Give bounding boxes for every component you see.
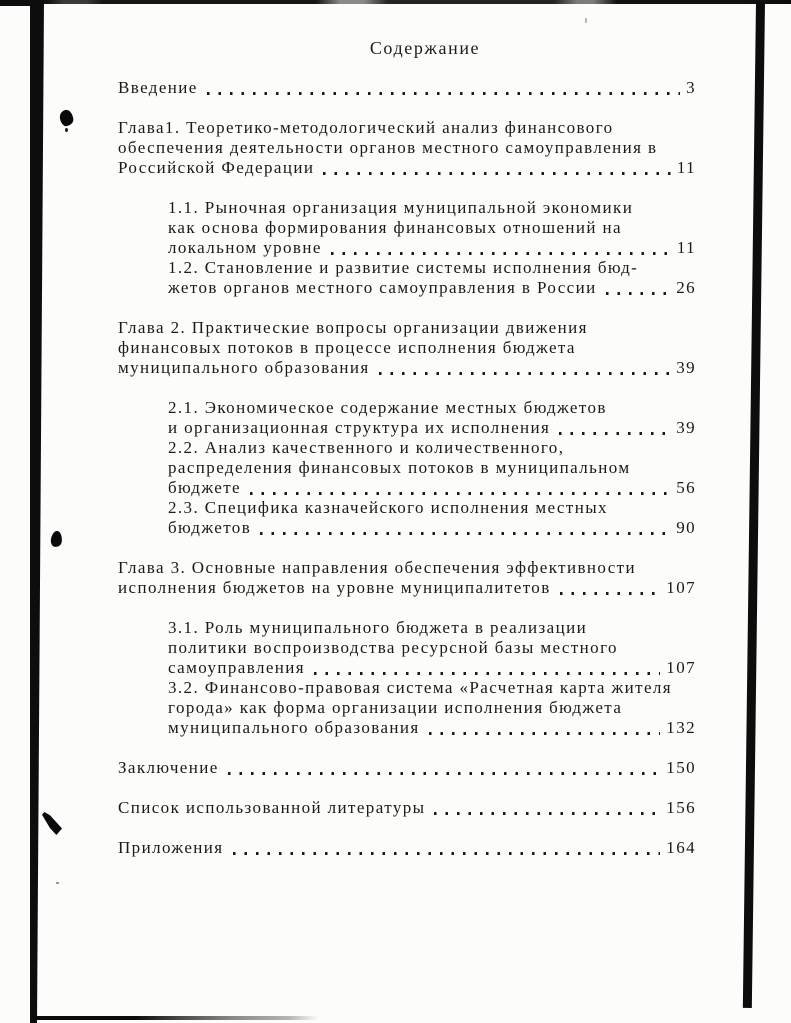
toc-entry <box>118 318 696 378</box>
dot-leader <box>233 852 661 855</box>
scan-edge-left-bar <box>30 0 44 1023</box>
scan-edge-right-bar <box>743 2 765 1008</box>
page-number: 107 <box>666 658 696 677</box>
toc-entry <box>118 798 696 818</box>
toc-line <box>168 658 696 678</box>
table-of-contents <box>118 38 696 878</box>
toc-line: распределения финансовых потоков в муниципальном <box>168 458 631 477</box>
toc-entry-label: самоуправления <box>168 658 305 677</box>
toc-line <box>118 838 696 858</box>
dot-leader <box>379 372 671 375</box>
toc-line: политики воспроизводства ресурсной базы местного <box>168 638 618 657</box>
toc-entry <box>118 258 696 298</box>
ink-stroke-icon <box>42 812 62 835</box>
scan-edge-top <box>0 0 791 4</box>
toc-entry <box>118 758 696 778</box>
dot-leader <box>434 812 660 815</box>
ink-blot-icon <box>50 530 63 547</box>
toc-group <box>118 798 696 818</box>
dot-leader <box>250 492 670 495</box>
toc-line <box>168 478 696 498</box>
dot-leader <box>207 92 680 95</box>
dot-leader <box>560 592 661 595</box>
toc-entry <box>118 438 696 498</box>
toc-group <box>118 758 696 778</box>
page-number: 56 <box>676 478 696 497</box>
toc-entry-label: исполнения бюджетов на уровне муниципалитетов <box>118 578 551 597</box>
ink-speck-icon <box>65 128 68 132</box>
page-number: 39 <box>676 358 696 377</box>
toc-line: 1.1. Рыночная организация муниципальной экономики <box>168 198 634 217</box>
toc-line <box>168 718 696 738</box>
page-number: 150 <box>666 758 696 777</box>
toc-entry-label: муниципального образования <box>168 718 420 737</box>
toc-line <box>118 758 696 778</box>
toc-line <box>118 578 696 598</box>
page-number: 90 <box>676 518 696 537</box>
toc-entry-label: муниципального образования <box>118 358 370 377</box>
page-number: 3 <box>686 78 696 97</box>
toc-line <box>118 798 696 818</box>
dot-leader <box>606 292 671 295</box>
toc-entry-label: и организационная структура их исполнения <box>168 418 551 437</box>
dot-leader <box>228 772 661 775</box>
dot-leader <box>314 672 660 675</box>
toc-entry-label: Список использованной литературы <box>118 798 426 817</box>
dot-leader <box>331 252 671 255</box>
toc-line: финансовых потоков в процессе исполнения бюджета <box>118 338 576 357</box>
toc-line: 2.3. Специфика казначейского исполнения местных <box>168 498 608 517</box>
page-number: 107 <box>666 578 696 597</box>
toc-entry <box>118 498 696 538</box>
dot-leader <box>323 172 671 175</box>
toc-entry-label: бюджете <box>168 478 241 497</box>
toc-entry-label: Заключение <box>118 758 219 777</box>
ink-blot-icon <box>58 109 74 127</box>
toc-entry-label: бюджетов <box>168 518 252 537</box>
toc-group <box>118 318 696 378</box>
toc-line <box>118 358 696 378</box>
toc-entries <box>118 78 696 858</box>
toc-entry <box>118 118 696 178</box>
toc-line <box>118 158 696 178</box>
page-number: 39 <box>676 418 696 437</box>
page-number: 156 <box>666 798 696 817</box>
dot-leader <box>559 432 670 435</box>
toc-entry-label: Введение <box>118 78 198 97</box>
toc-line: 1.2. Становление и развитие системы исполнения бюд- <box>168 258 639 277</box>
toc-line: Глава1. Теоретико-методологический анализ финансового <box>118 118 614 137</box>
toc-entry <box>118 398 696 438</box>
toc-line <box>168 518 696 538</box>
scan-speck <box>56 882 59 884</box>
toc-line <box>168 278 696 298</box>
toc-group <box>118 198 696 298</box>
toc-line: 3.1. Роль муниципального бюджета в реализации <box>168 618 588 637</box>
scan-edge-bottom <box>33 1016 318 1020</box>
page-number: 11 <box>676 158 696 177</box>
toc-group <box>118 618 696 738</box>
toc-group <box>118 838 696 858</box>
page-title: Содержание <box>369 38 481 58</box>
page-number: 132 <box>666 718 696 737</box>
toc-group <box>118 78 696 98</box>
toc-line: обеспечения деятельности органов местного самоуправления в <box>118 138 658 157</box>
dot-leader <box>260 532 670 535</box>
page-number: 26 <box>676 278 696 297</box>
toc-line: Глава 2. Практические вопросы организации движения <box>118 318 588 337</box>
toc-line: 2.1. Экономическое содержание местных бюджетов <box>168 398 607 417</box>
toc-line <box>118 78 696 98</box>
toc-line: 3.2. Финансово-правовая система «Расчетная карта жителя <box>168 678 673 697</box>
toc-entry-label: жетов органов местного самоуправления в России <box>168 278 597 297</box>
scan-speck <box>585 18 587 23</box>
toc-entry-label: Российской Федерации <box>118 158 315 177</box>
toc-entry <box>118 838 696 858</box>
toc-entry <box>118 618 696 678</box>
toc-entry <box>118 198 696 258</box>
toc-line: города» как форма организации исполнения бюджета <box>168 698 623 717</box>
scan-edge-top-left <box>0 0 31 6</box>
toc-line <box>168 418 696 438</box>
toc-line: как основа формирования финансовых отношений на <box>168 218 622 237</box>
toc-entry <box>118 558 696 598</box>
toc-group <box>118 398 696 538</box>
toc-entry <box>118 78 696 98</box>
toc-line: Глава 3. Основные направления обеспечения эффективности <box>118 558 636 577</box>
toc-entry-label: локальном уровне <box>168 238 322 257</box>
page-number: 164 <box>666 838 696 857</box>
toc-entry <box>118 678 696 738</box>
toc-group <box>118 118 696 178</box>
dot-leader <box>429 732 661 735</box>
toc-line: 2.2. Анализ качественного и количественного, <box>168 438 565 457</box>
toc-line <box>168 238 696 258</box>
toc-group <box>118 558 696 598</box>
toc-entry-label: Приложения <box>118 838 224 857</box>
page-number: 11 <box>676 238 696 257</box>
